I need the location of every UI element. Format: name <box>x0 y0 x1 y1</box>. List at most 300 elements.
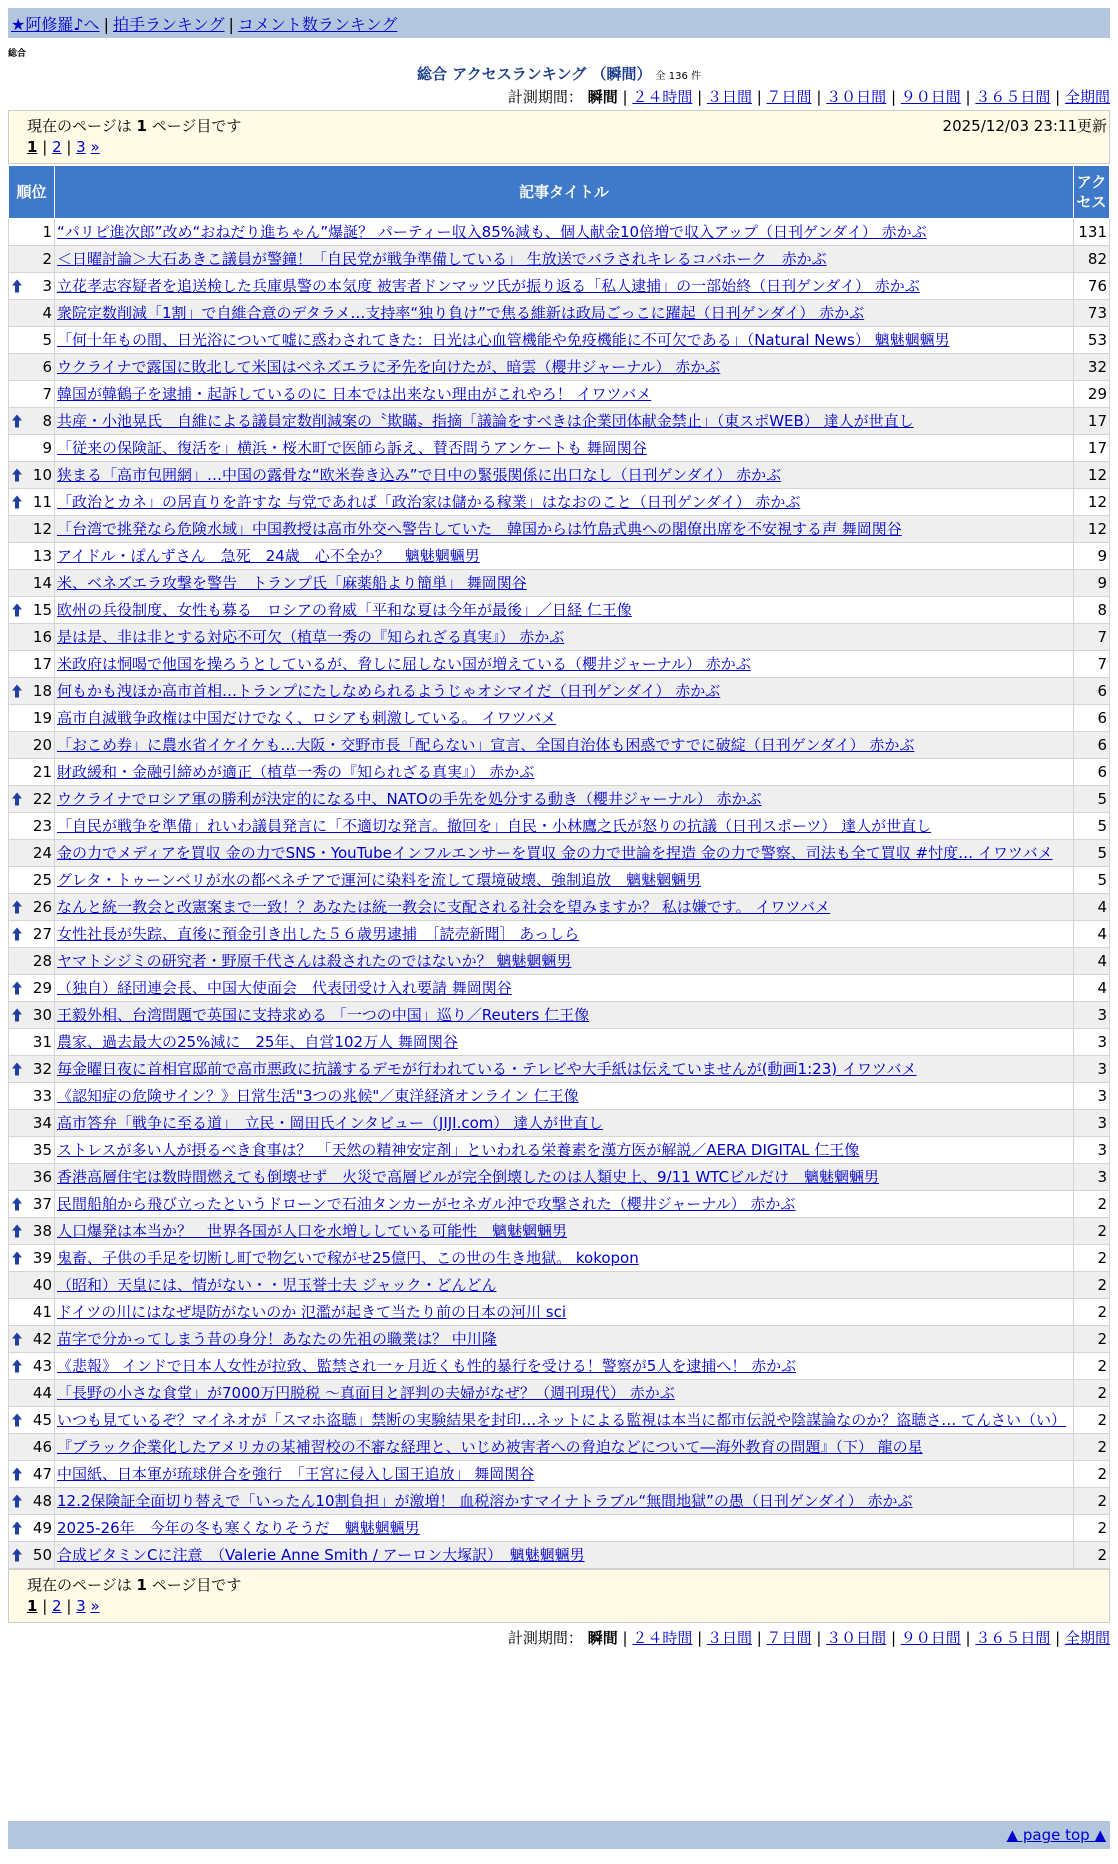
title-cell <box>55 1218 1074 1245</box>
access-count: 5 <box>1074 867 1110 894</box>
applause-ranking-link[interactable]: 拍手ランキング <box>112 14 225 34</box>
separator: | <box>886 1629 901 1647</box>
rank-column-header: 順位 <box>9 166 55 219</box>
table-row <box>9 1002 1110 1029</box>
access-count: 9 <box>1074 570 1110 597</box>
rank-up-arrow-icon <box>12 901 22 914</box>
table-row <box>9 1353 1110 1380</box>
access-count: 6 <box>1074 732 1110 759</box>
article-title-link[interactable]: 「何十年もの間、日光浴について嘘に惑わされてきた：日光は心血管機能や免疫機能に不可欠である」（Natural News） 魑魅魍魎男 <box>57 331 950 349</box>
article-title-link[interactable]: グレタ・トゥーンベリが水の都ベネチアで運河に染料を流して環境破壊、強制追放 魑魅魍魎男 <box>57 871 702 889</box>
period-option-link[interactable]: ７日間 <box>766 88 812 106</box>
article-title-link[interactable]: 共産・小池晃氏 自維による議員定数削減案の〝欺瞞〟指摘「議論をすべきは企業団体献金禁止」（東スポWEB） 達人が世直し <box>57 412 914 430</box>
title-cell <box>55 1461 1074 1488</box>
rank-cell <box>9 894 55 921</box>
table-row <box>9 1137 1110 1164</box>
rank-cell <box>9 1407 55 1434</box>
article-title-link[interactable]: アイドル・ぽんずさん 急死 24歳 心不全か？ 魑魅魍魎男 <box>57 547 480 565</box>
rank-number: 49 <box>32 1519 52 1537</box>
access-count: 3 <box>1074 1137 1110 1164</box>
rank-number: 26 <box>32 898 52 916</box>
table-row <box>9 354 1110 381</box>
page-status-num: 1 <box>136 1576 147 1594</box>
title-cell <box>55 813 1074 840</box>
article-title-link[interactable]: 高市答弁「戦争に至る道」 立民・岡田氏インタビュー（JIJI.com） 達人が世直し <box>57 1114 604 1132</box>
rank-number: 42 <box>32 1330 52 1348</box>
title-cell <box>55 921 1074 948</box>
period-selector-top <box>508 86 1110 107</box>
rank-number: 21 <box>32 763 52 781</box>
separator: | <box>960 88 976 106</box>
rank-number: 24 <box>32 844 52 862</box>
article-title-link[interactable]: 苗字で分かってしまう昔の身分！あなたの先祖の職業は？ 中川隆 <box>57 1330 497 1348</box>
table-row <box>9 813 1110 840</box>
access-count: 76 <box>1074 273 1110 300</box>
rank-number: 35 <box>32 1141 52 1159</box>
period-option-link[interactable]: ３６５日間 <box>975 88 1051 106</box>
rank-number: 2 <box>42 250 52 268</box>
access-count: 3 <box>1074 1002 1110 1029</box>
separator: | <box>37 1597 53 1615</box>
article-title-link[interactable]: ＜日曜討論＞大石あきこ議員が警鐘！「自民党が戦争準備している」 生放送でバラされキレるコバホーク 赤かぶ <box>57 250 827 268</box>
rank-cell <box>9 597 55 624</box>
rank-up-arrow-icon <box>12 1495 22 1508</box>
period-label: 計測期間： <box>507 1629 583 1647</box>
separator: | <box>37 138 53 156</box>
rank-number: 43 <box>32 1357 52 1375</box>
table-row <box>9 597 1110 624</box>
title-cell <box>55 1056 1074 1083</box>
rank-up-arrow-icon <box>12 1522 22 1535</box>
page-link[interactable]: 3 <box>76 138 86 156</box>
access-count: 6 <box>1074 759 1110 786</box>
table-row <box>9 1191 1110 1218</box>
period-option-link[interactable]: ３０日間 <box>826 88 887 106</box>
article-title-link[interactable]: 米、ベネズエラ攻撃を警告 トランプ氏「麻薬船より簡単」 舞岡関谷 <box>57 574 527 592</box>
title-cell <box>55 1002 1074 1029</box>
article-title-link[interactable]: 『ブラック企業化したアメリカの某補習校の不審な経理と、いじめ被害者への脅迫などについて―海外教育の問題』（下） 龍の星 <box>57 1438 923 1456</box>
separator: | <box>811 1629 827 1647</box>
rank-up-arrow-icon <box>12 793 22 806</box>
title-cell <box>55 1542 1074 1569</box>
rank-number: 16 <box>32 628 52 646</box>
article-title-link[interactable]: 狭まる「高市包囲網」…中国の露骨な“欧米巻き込み”で日中の緊張関係に出口なし（日刊ゲンダイ） 赤かぶ <box>57 466 782 484</box>
rank-number: 3 <box>42 277 52 295</box>
title-cell <box>55 354 1074 381</box>
title-cell <box>55 1299 1074 1326</box>
access-count: 29 <box>1074 381 1110 408</box>
rank-cell <box>9 300 55 327</box>
table-row <box>9 1326 1110 1353</box>
article-title-link[interactable]: 《認知症の危険サイン？》日常生活"3つの兆候"／東洋経済オンライン 仁王像 <box>57 1087 579 1105</box>
rank-number: 27 <box>32 925 52 943</box>
title-cell <box>55 651 1074 678</box>
page-info-top <box>8 110 1110 164</box>
rank-cell <box>9 1218 55 1245</box>
article-title-link[interactable]: 毎金曜日夜に首相官邸前で高市悪政に抗議するデモが行われている・テレビや大手紙は伝えていませんが(動画1:23) イワツバメ <box>57 1060 917 1078</box>
rank-number: 13 <box>32 547 52 565</box>
rank-number: 22 <box>32 790 52 808</box>
access-count: 12 <box>1074 462 1110 489</box>
rank-cell <box>9 705 55 732</box>
title-cell <box>55 1326 1074 1353</box>
article-title-link[interactable]: 「台湾で挑発なら危険水域」中国教授は高市外交へ警告していた 韓国からは竹島式典への閣僚出席を不安視する声 舞岡関谷 <box>57 520 902 538</box>
rank-up-arrow-icon <box>12 604 22 617</box>
rank-cell <box>9 1488 55 1515</box>
current-page: 1 <box>27 138 38 156</box>
article-title-link[interactable]: （独自）経団連会長、中国大使面会 代表団受け入れ要請 舞岡関谷 <box>57 979 512 997</box>
article-title-link[interactable]: 欧州の兵役制度、女性も募る ロシアの脅威「平和な夏は今年が最後」／日経 仁王像 <box>57 601 632 619</box>
article-title-link[interactable]: 「自民が戦争を準備」れいわ議員発言に「不適切な発言。撤回を」自民・小林鷹之氏が怒りの抗議（日刊スポーツ） 達人が世直し <box>57 817 932 835</box>
ranking-table <box>8 165 1110 1569</box>
rank-up-arrow-icon <box>12 1225 22 1238</box>
page-link[interactable]: 2 <box>52 138 62 156</box>
page-status <box>27 1574 241 1595</box>
separator: | <box>751 1629 767 1647</box>
title-cell <box>55 975 1074 1002</box>
access-count: 2 <box>1074 1191 1110 1218</box>
title-cell <box>55 462 1074 489</box>
title-cell <box>55 867 1074 894</box>
rank-cell <box>9 813 55 840</box>
total-count: 全 136 件 <box>655 71 701 82</box>
rank-cell <box>9 1542 55 1569</box>
table-row <box>9 219 1110 246</box>
rank-number: 11 <box>32 493 52 511</box>
table-row <box>9 543 1110 570</box>
title-cell <box>55 543 1074 570</box>
table-row <box>9 516 1110 543</box>
table-row <box>9 1056 1110 1083</box>
period-option-link[interactable]: ３日間 <box>706 1629 752 1647</box>
article-title-link[interactable]: 何もかも洩ほか高市首相…トランプにたしなめられるようじゃオシマイだ（日刊ゲンダイ） 赤かぶ <box>57 682 721 700</box>
title-cell <box>55 1515 1074 1542</box>
nav-separator: | <box>228 14 234 34</box>
rank-number: 9 <box>42 439 52 457</box>
rank-up-arrow-icon <box>12 1549 22 1562</box>
access-count: 6 <box>1074 678 1110 705</box>
rank-cell <box>9 1272 55 1299</box>
rank-number: 34 <box>32 1114 52 1132</box>
table-row <box>9 1407 1110 1434</box>
table-row <box>9 867 1110 894</box>
period-option-link[interactable]: ２４時間 <box>632 1629 693 1647</box>
rank-cell <box>9 1164 55 1191</box>
access-count: 2 <box>1074 1218 1110 1245</box>
access-count: 7 <box>1074 624 1110 651</box>
article-title-link[interactable]: 王毅外相、台湾問題で英国に支持求める 「一つの中国」巡り／Reuters 仁王像 <box>57 1006 590 1024</box>
access-count: 6 <box>1074 705 1110 732</box>
access-count: 5 <box>1074 786 1110 813</box>
article-title-link[interactable]: 2025-26年 今年の冬も寒くなりそうだ 魑魅魍魎男 <box>57 1519 420 1537</box>
access-count: 17 <box>1074 408 1110 435</box>
article-title-link[interactable]: ヤマトシジミの研究者・野原千代さんは殺されたのではないか？ 魑魅魍魎男 <box>57 952 572 970</box>
access-count: 3 <box>1074 1029 1110 1056</box>
rank-cell <box>9 975 55 1002</box>
rank-cell <box>9 1434 55 1461</box>
period-option-link[interactable]: ２４時間 <box>632 88 693 106</box>
rank-cell <box>9 435 55 462</box>
rank-number: 30 <box>32 1006 52 1024</box>
table-row <box>9 1299 1110 1326</box>
table-row <box>9 651 1110 678</box>
article-title-link[interactable]: 人口爆発は本当か？ 世界各国が人口を水増ししている可能性 魑魅魍魎男 <box>57 1222 568 1240</box>
article-title-link[interactable]: 米政府は恫喝で他国を操ろうとしているが、脅しに屈しない国が増えている（櫻井ジャーナル） 赤かぶ <box>57 655 751 673</box>
article-title-link[interactable]: 合成ビタミンCに注意 （Valerie Anne Smith / アーロン大塚訳） 魑魅魍魎男 <box>57 1546 585 1564</box>
article-title-link[interactable]: ウクライナでロシア軍の勝利が決定的になる中、NATOの手先を処分する動き（櫻井ジャーナル） 赤かぶ <box>57 790 762 808</box>
table-row <box>9 786 1110 813</box>
access-count: 3 <box>1074 1056 1110 1083</box>
table-row <box>9 300 1110 327</box>
rank-number: 17 <box>32 655 52 673</box>
separator: | <box>692 88 707 106</box>
page-status-num: 1 <box>136 117 147 135</box>
article-title-link[interactable]: ウクライナで露国に敗北して米国はベネズエラに矛先を向けたが、暗雲（櫻井ジャーナル） 赤かぶ <box>57 358 721 376</box>
access-count: 2 <box>1074 1434 1110 1461</box>
table-row <box>9 1380 1110 1407</box>
rank-cell <box>9 759 55 786</box>
page-status <box>27 115 241 136</box>
page-link[interactable]: 2 <box>52 1597 62 1615</box>
title-cell <box>55 246 1074 273</box>
title-cell <box>55 840 1074 867</box>
title-cell <box>55 1434 1074 1461</box>
article-title-link[interactable]: 農家、過去最大の25%減に 25年、自営102万人 舞岡関谷 <box>57 1033 458 1051</box>
article-title-link[interactable]: 是は是、非は非とする対応不可欠（植草一秀の『知られざる真実』） 赤かぶ <box>57 628 565 646</box>
bottom-bar <box>8 1821 1110 1849</box>
rank-cell <box>9 327 55 354</box>
access-count: 2 <box>1074 1272 1110 1299</box>
article-title-link[interactable]: 金の力でメディアを買収 金の力でSNS・YouTubeインフルエンサーを買収 金の力で世論を捏造 金の力で警察、司法も全て買収 #忖度… イワツバメ <box>57 844 1053 862</box>
rank-up-arrow-icon <box>12 1009 22 1022</box>
article-title-link[interactable]: 中国紙、日本軍が琉球併合を強行 「王宮に侵入し国王追放」 舞岡関谷 <box>57 1465 535 1483</box>
rank-number: 23 <box>32 817 52 835</box>
article-title-link[interactable]: 衆院定数削減「1割」で自維合意のデタラメ…支持率“独り負け”で焦る維新は政局ごっこに躍起（日刊ゲンダイ） 赤かぶ <box>57 304 865 322</box>
period-option-link[interactable]: 全期間 <box>1064 1629 1110 1647</box>
article-title-link[interactable]: 財政緩和・金融引締めが適正（植草一秀の『知られざる真実』） 赤かぶ <box>57 763 535 781</box>
page-title <box>8 63 1110 84</box>
period-option-link[interactable]: ３日間 <box>706 88 752 106</box>
period-option-link[interactable]: ７日間 <box>766 1629 812 1647</box>
article-title-link[interactable]: 12.2保険証全面切り替えで「いったん10割負担」が激増！ 血税溶かすマイナトラブル“無間地獄”の愚（日刊ゲンダイ） 赤かぶ <box>57 1492 913 1510</box>
article-title-link[interactable]: ストレスが多い人が摂るべき食事は？ 「天然の精神安定剤」といわれる栄養素を漢方医が解説／AERA DIGITAL 仁王像 <box>57 1141 860 1159</box>
article-title-link[interactable]: 高市自滅戦争政権は中国だけでなく、ロシアも刺激している。 イワツバメ <box>57 709 557 727</box>
access-count: 2 <box>1074 1407 1110 1434</box>
access-count: 4 <box>1074 894 1110 921</box>
table-row <box>9 462 1110 489</box>
rank-number: 33 <box>32 1087 52 1105</box>
table-row <box>9 1245 1110 1272</box>
rank-cell <box>9 489 55 516</box>
access-count: 2 <box>1074 1542 1110 1569</box>
rank-number: 6 <box>42 358 52 376</box>
access-count: 12 <box>1074 516 1110 543</box>
table-row <box>9 273 1110 300</box>
access-count: 2 <box>1074 1515 1110 1542</box>
rank-number: 44 <box>32 1384 52 1402</box>
rank-number: 36 <box>32 1168 52 1186</box>
rank-number: 7 <box>42 385 52 403</box>
rank-number: 8 <box>42 412 52 430</box>
rank-cell <box>9 219 55 246</box>
rank-up-arrow-icon <box>12 982 22 995</box>
page-title-text: 総合 アクセスランキング （瞬間） <box>417 65 652 83</box>
article-title-link[interactable]: 「政治とカネ」の居直りを許すな 与党であれば「政治家は儲かる稼業」はなおのこと（日刊ゲンダイ） 赤かぶ <box>57 493 801 511</box>
rank-cell <box>9 1380 55 1407</box>
article-title-link[interactable]: いつも見ているぞ？マイネオが「スマホ盗聴」禁断の実験結果を封印…ネットによる監視は本当に都市伝説や陰謀論なのか？盗聴さ… てんさい（い） <box>57 1411 1067 1429</box>
rank-number: 28 <box>32 952 52 970</box>
rank-number: 1 <box>42 223 52 241</box>
access-count: 2 <box>1074 1461 1110 1488</box>
title-cell <box>55 597 1074 624</box>
page-info-bottom <box>8 1569 1110 1623</box>
access-count: 2 <box>1074 1353 1110 1380</box>
rank-cell <box>9 246 55 273</box>
separator: | <box>61 138 77 156</box>
table-row <box>9 1434 1110 1461</box>
table-row <box>9 1164 1110 1191</box>
table-row <box>9 894 1110 921</box>
rank-number: 47 <box>32 1465 52 1483</box>
title-cell <box>55 1380 1074 1407</box>
title-cell <box>55 408 1074 435</box>
rank-up-arrow-icon <box>12 415 22 428</box>
next-page-link[interactable]: » <box>90 1597 100 1615</box>
article-title-link[interactable]: 香港高層住宅は数時間燃えても倒壊せず 火災で高層ビルが完全倒壊したのは人類史上、9/11 WTCビルだけ 魑魅魍魎男 <box>57 1168 880 1186</box>
rank-number: 14 <box>32 574 52 592</box>
access-count: 2 <box>1074 1326 1110 1353</box>
period-option-link[interactable]: ９０日間 <box>900 1629 961 1647</box>
rank-cell <box>9 1461 55 1488</box>
title-cell <box>55 1164 1074 1191</box>
article-title-link[interactable]: （昭和）天皇には、情がない・・児玉誉士夫 ジャック・どんどん <box>57 1276 497 1294</box>
rank-number: 31 <box>32 1033 52 1051</box>
table-row <box>9 408 1110 435</box>
period-option-link[interactable]: ３０日間 <box>826 1629 887 1647</box>
rank-cell <box>9 543 55 570</box>
page-status-pre: 現在のページは <box>27 1576 132 1594</box>
access-column-header: アクセス <box>1074 166 1110 219</box>
rank-number: 29 <box>32 979 52 997</box>
separator: | <box>692 1629 707 1647</box>
comment-ranking-link[interactable]: コメント数ランキング <box>237 14 398 34</box>
article-title-link[interactable]: 《悲報》 インドで日本人女性が拉致、監禁され一ヶ月近くも性的暴行を受ける！警察が5人を逮捕へ！ 赤かぶ <box>57 1357 797 1375</box>
page-status-post: ページ目です <box>151 1576 242 1594</box>
rank-cell <box>9 1029 55 1056</box>
separator: | <box>751 88 767 106</box>
separator: | <box>1050 88 1065 106</box>
period-current: 瞬間 <box>587 88 618 106</box>
title-cell <box>55 435 1074 462</box>
rank-number: 41 <box>32 1303 52 1321</box>
period-selector-bottom <box>508 1627 1110 1648</box>
page-link[interactable]: 3 <box>76 1597 86 1615</box>
article-title-link[interactable]: 民間船舶から飛び立ったというドローンで石油タンカーがセネガル沖で攻撃された（櫻井ジャーナル） 赤かぶ <box>57 1195 796 1213</box>
separator: | <box>617 1629 633 1647</box>
table-row <box>9 678 1110 705</box>
rank-number: 4 <box>42 304 52 322</box>
article-title-link[interactable]: 女性社長が失踪、直後に預金引き出した５６歳男逮捕 ［読売新聞］ あっしら <box>57 925 580 943</box>
table-row <box>9 327 1110 354</box>
page-top-link[interactable]: ▲ page top ▲ <box>1006 1826 1106 1844</box>
article-title-link[interactable]: 「おこめ券」に農水省イケイケも…大阪・交野市長「配らない」宣言、全国自治体も困惑ですでに破綻（日刊ゲンダイ） 赤かぶ <box>57 736 915 754</box>
access-count: 4 <box>1074 921 1110 948</box>
rank-number: 25 <box>32 871 52 889</box>
title-cell <box>55 786 1074 813</box>
rank-number: 48 <box>32 1492 52 1510</box>
table-row <box>9 381 1110 408</box>
period-current: 瞬間 <box>587 1629 618 1647</box>
separator: | <box>886 88 901 106</box>
table-row <box>9 759 1110 786</box>
table-row <box>9 1110 1110 1137</box>
table-row <box>9 570 1110 597</box>
rank-up-arrow-icon <box>12 1333 22 1346</box>
table-row <box>9 975 1110 1002</box>
title-cell <box>55 678 1074 705</box>
access-count: 7 <box>1074 651 1110 678</box>
title-cell <box>55 1110 1074 1137</box>
article-title-link[interactable]: 「従来の保険証、復活を」横浜・桜木町で医師ら訴え、賛否問うアンケートも 舞岡関谷 <box>57 439 647 457</box>
rank-cell <box>9 1515 55 1542</box>
access-count: 73 <box>1074 300 1110 327</box>
title-cell <box>55 219 1074 246</box>
table-row <box>9 1218 1110 1245</box>
separator: | <box>1050 1629 1065 1647</box>
article-title-link[interactable]: 立花孝志容疑者を追送検した兵庫県警の本気度 被害者ドンマッツ氏が振り返る「私人逮捕」の一部始終（日刊ゲンダイ） 赤かぶ <box>57 277 920 295</box>
article-title-link[interactable]: 「長野の小さな食堂」が7000万円脱税 ～真面目と評判の夫婦がなぜ？（週刊現代） 赤かぶ <box>57 1384 675 1402</box>
access-count: 2 <box>1074 1245 1110 1272</box>
rank-number: 46 <box>32 1438 52 1456</box>
article-title-link[interactable]: 韓国が韓鶴子を逮捕・起訴しているのに 日本では出来ない理由がこれやろ！ イワツバメ <box>57 385 652 403</box>
table-header-row <box>9 166 1110 219</box>
table-row <box>9 1515 1110 1542</box>
period-label: 計測期間： <box>507 88 583 106</box>
table-row <box>9 246 1110 273</box>
title-cell <box>55 948 1074 975</box>
rank-up-arrow-icon <box>12 928 22 941</box>
rank-cell <box>9 1299 55 1326</box>
table-row <box>9 1083 1110 1110</box>
article-title-link[interactable]: 鬼畜、子供の手足を切断し町で物乞いで稼がせ25億円、この世の生き地獄。 kokopon <box>57 1249 639 1267</box>
article-title-link[interactable]: “パリピ進次郎”改め“おねだり進ちゃん”爆誕？ パーティー収入85%減も、個人献金10倍増で収入アップ（日刊ゲンダイ） 赤かぶ <box>57 223 927 241</box>
rank-cell <box>9 948 55 975</box>
rank-number: 39 <box>32 1249 52 1267</box>
separator: | <box>811 88 827 106</box>
rank-number: 40 <box>32 1276 52 1294</box>
article-title-link[interactable]: なんと統一教会と改憲案まで一致！？あなたは統一教会に支配される社会を望みますか？ 私は嫌です。 イワツバメ <box>57 898 831 916</box>
rank-cell <box>9 840 55 867</box>
rank-number: 45 <box>32 1411 52 1429</box>
title-cell <box>55 1083 1074 1110</box>
next-page-link[interactable]: » <box>90 138 100 156</box>
access-count: 2 <box>1074 1488 1110 1515</box>
home-link[interactable]: ★阿修羅♪へ <box>11 14 100 34</box>
nav-separator: | <box>103 14 109 34</box>
access-count: 3 <box>1074 1164 1110 1191</box>
article-title-link[interactable]: ドイツの川にはなぜ堤防がないのか 氾濫が起きて当たり前の日本の河川 sci <box>57 1303 567 1321</box>
period-option-link[interactable]: 全期間 <box>1064 88 1110 106</box>
period-option-link[interactable]: ９０日間 <box>900 88 961 106</box>
page-status-post: ページ目です <box>151 117 242 135</box>
rank-cell <box>9 1056 55 1083</box>
title-cell <box>55 327 1074 354</box>
period-option-link[interactable]: ３６５日間 <box>975 1629 1051 1647</box>
title-column-header: 記事タイトル <box>55 166 1074 219</box>
access-count: 8 <box>1074 597 1110 624</box>
access-count: 53 <box>1074 327 1110 354</box>
rank-number: 15 <box>32 601 52 619</box>
